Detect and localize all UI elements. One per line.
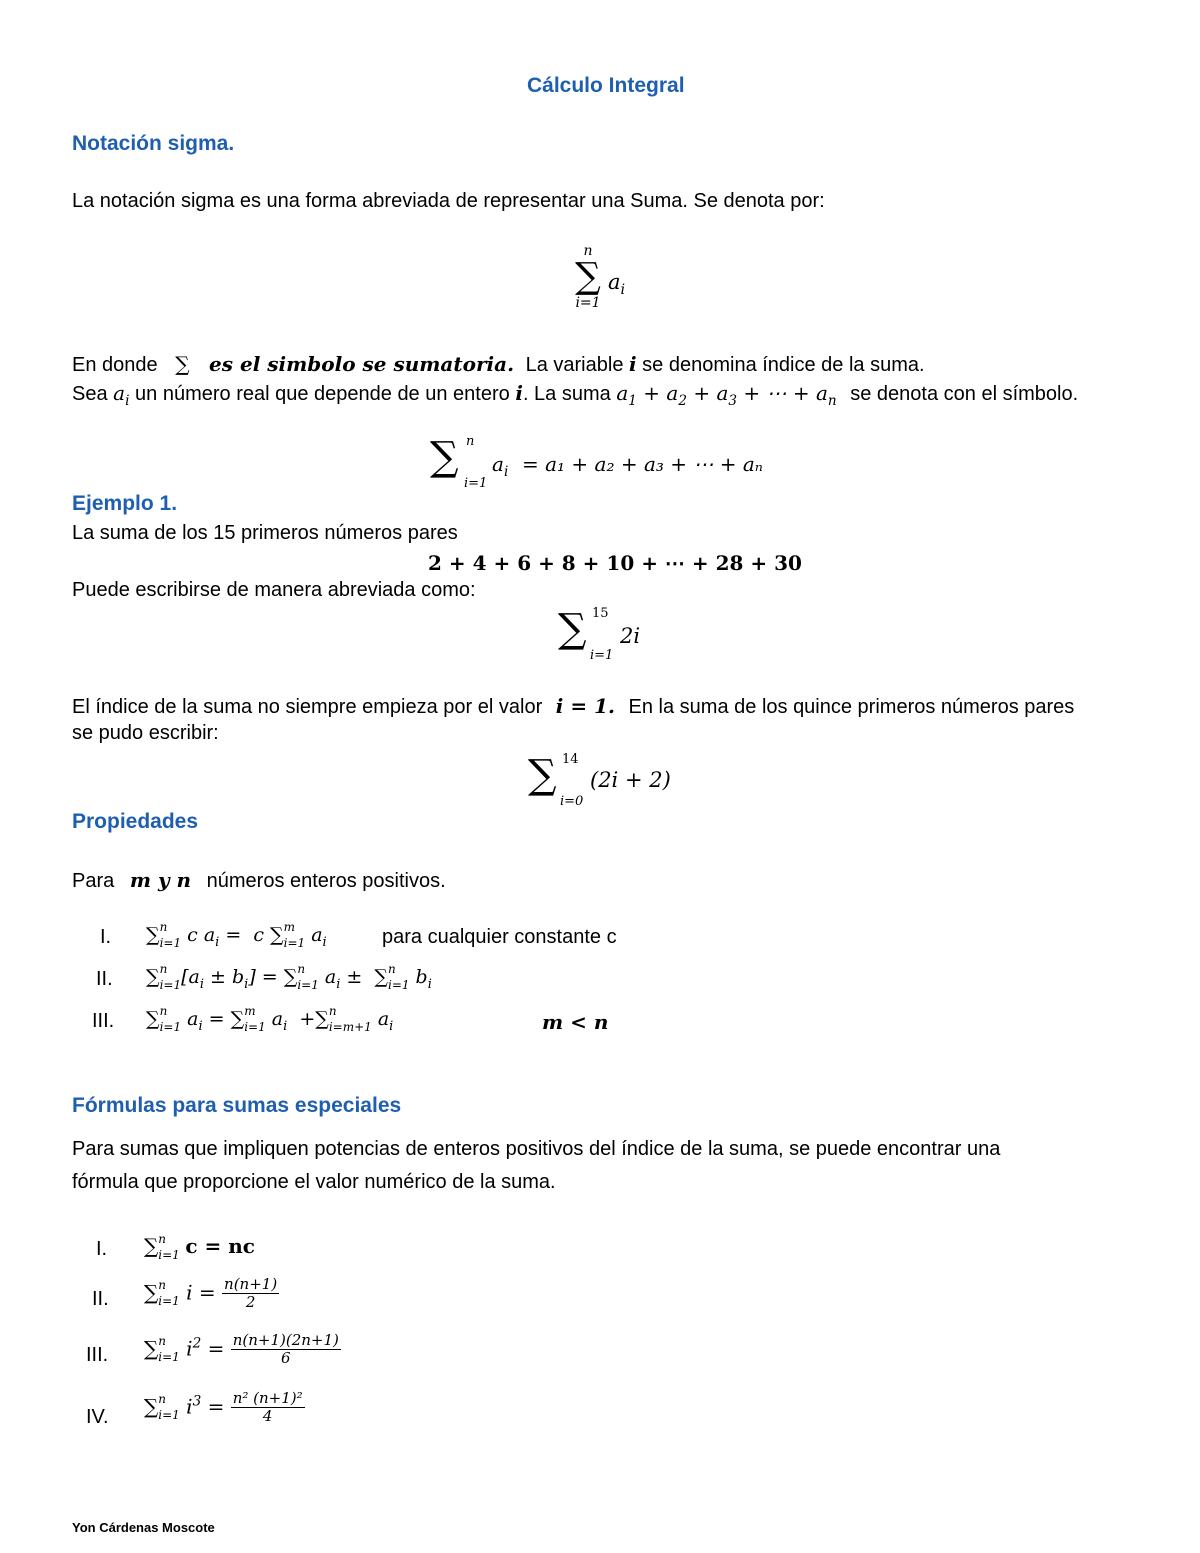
formula-3-numeral: III. bbox=[86, 1344, 109, 1366]
intro-text: La notación sigma es una forma abreviada de representar una Suma. Se denota por: bbox=[72, 190, 825, 212]
where-suffix2: se denomina índice de la suma. bbox=[642, 354, 925, 376]
formula-2-den: 2 bbox=[245, 1293, 256, 1312]
formula-4-numeral: IV. bbox=[86, 1406, 109, 1428]
property-3-formula: ∑ n i=1 $a_i$ = ∑ m i=1 $a_i$ +∑ n i=m+1 $a_i$ bbox=[146, 1004, 394, 1034]
formulas-para1: Para sumas que impliquen potencias de enteros positivos del índice de la suma, se puede encontrar una bbox=[72, 1138, 1001, 1160]
property-1-numeral: I. bbox=[100, 926, 112, 948]
formula-4-fraction bbox=[231, 1390, 305, 1426]
sea-text2: . La suma bbox=[522, 383, 611, 405]
formula-3-expr: ∑ n i=1 $i^2$ = $\frac{n(n+1)(2n+1)}{6}$ bbox=[144, 1331, 339, 1368]
sea-line: Sea $a_i$ un número real que depende de un entero i. La suma $a_1 + a_2 + a_3$ + ⋯ + $a_n$ se denota con el símbolo. bbox=[72, 381, 1079, 409]
page-title: Cálculo Integral bbox=[527, 74, 685, 97]
formula-1-numeral: I. bbox=[96, 1238, 108, 1260]
property-3-note: m < n bbox=[542, 1010, 609, 1034]
formula-2-numeral: II. bbox=[92, 1288, 109, 1310]
formula-3-den: 6 bbox=[281, 1349, 291, 1368]
formula-2-fraction bbox=[222, 1276, 279, 1312]
sum2-upper: 14 bbox=[562, 752, 579, 767]
example1-line1: La suma de los 15 primeros números pares bbox=[72, 522, 458, 544]
formula-4-den: 4 bbox=[262, 1407, 273, 1426]
sigma-inline-icon: ∑ bbox=[175, 352, 190, 376]
formula-4-num: n² (n+1)² bbox=[232, 1389, 303, 1407]
properties-intro bbox=[72, 868, 446, 893]
sum-2i-upper: 15 bbox=[592, 606, 609, 621]
property-1-note: para cualquier constante c bbox=[382, 926, 617, 948]
even-series: 2 + 4 + 6 + 8 + 10 + ⋯ + 28 + 30 bbox=[428, 551, 802, 575]
formulas-heading: Fórmulas para sumas especiales bbox=[72, 1094, 402, 1117]
where-prefix: En donde bbox=[72, 354, 158, 376]
example1-line2: Puede escribirse de manera abreviada como: bbox=[72, 579, 476, 601]
formulas-para2: fórmula que proporcione el valor numérico de la suma. bbox=[72, 1171, 556, 1193]
identity-rhs: = a₁ + a₂ + a₃ + ⋯ + aₙ bbox=[522, 452, 763, 476]
formula-3-fraction bbox=[231, 1332, 341, 1368]
sum-identity: ∑ n i=1 $a_i$ = a₁ + a₂ + a₃ + ⋯ + aₙ bbox=[430, 434, 763, 491]
property-2-formula: ∑ n $i=1[a_i \pm b_i]$ = ∑ n i=1 $a_i$ ± ∑ n i=1 $b_i$ bbox=[146, 962, 432, 992]
big-sum-upper: n bbox=[583, 243, 593, 259]
big-sum-term: a bbox=[608, 270, 621, 294]
example1-line3 bbox=[72, 694, 1074, 719]
properties-heading: Propiedades bbox=[72, 810, 199, 833]
formula-2-num: n(n+1) bbox=[224, 1275, 278, 1293]
formula-3-num: n(n+1)(2n+1) bbox=[232, 1331, 339, 1349]
where-var: i bbox=[629, 352, 637, 376]
properties-intro-suffix: números enteros positivos. bbox=[206, 870, 446, 892]
sum-2i: ∑ 15 i=1 2i bbox=[558, 606, 641, 663]
property-1-formula: ∑ n i=1 c $a_i = c$ ∑ m i=1 $a_i$ bbox=[146, 920, 327, 950]
big-sum-term-sub: i bbox=[620, 282, 626, 299]
property-2-numeral: II. bbox=[96, 968, 113, 990]
sea-text1: un número real que depende de un entero bbox=[135, 383, 510, 405]
line3-text-a: El índice de la suma no siempre empieza por el valor bbox=[72, 696, 543, 718]
where-math: es el simbolo se sumatoria. bbox=[209, 352, 515, 376]
sea-prefix: Sea bbox=[72, 383, 108, 405]
example1-heading: Ejemplo 1. bbox=[72, 492, 178, 515]
properties-intro-prefix: Para bbox=[72, 870, 115, 892]
where-line bbox=[72, 352, 925, 377]
sum-2i-lower: i=1 bbox=[590, 648, 614, 663]
big-sum-lower: i=1 bbox=[575, 295, 601, 311]
sum-2i-term: 2i bbox=[620, 624, 641, 648]
formula-1-expr: ∑ n i=1 c = nc bbox=[144, 1232, 255, 1262]
formula-4-expr: ∑ n i=1 $i^3$ = $\frac{\text{n² (n+1)²}}{4}$ bbox=[144, 1389, 303, 1426]
footer-author: Yon Cárdenas Moscote bbox=[72, 1520, 215, 1535]
property-3-numeral: III. bbox=[92, 1010, 115, 1032]
sea-suffix: se denota con el símbolo. bbox=[850, 383, 1079, 405]
big-sum-formula bbox=[568, 244, 638, 324]
formula-2-expr: ∑ n i=1 i = $\frac{n(n+1)}{2}$ bbox=[144, 1275, 278, 1312]
line3-math: i = 1. bbox=[555, 694, 615, 718]
properties-intro-math: m y n bbox=[129, 868, 192, 892]
sum2-term: (2i + 2) bbox=[590, 768, 671, 792]
where-suffix1: La variable bbox=[525, 354, 624, 376]
sum-2i-plus-2: ∑ 14 i=0 (2i + 2) bbox=[528, 752, 671, 809]
example1-line4: se pudo escribir: bbox=[72, 722, 219, 744]
sum2-lower: i=0 bbox=[560, 794, 584, 809]
line3-text-b: En la suma de los quince primeros números pares bbox=[628, 696, 1075, 718]
big-sum-symbol: ∑ bbox=[575, 256, 601, 297]
section-heading-sigma: Notación sigma. bbox=[72, 132, 235, 155]
